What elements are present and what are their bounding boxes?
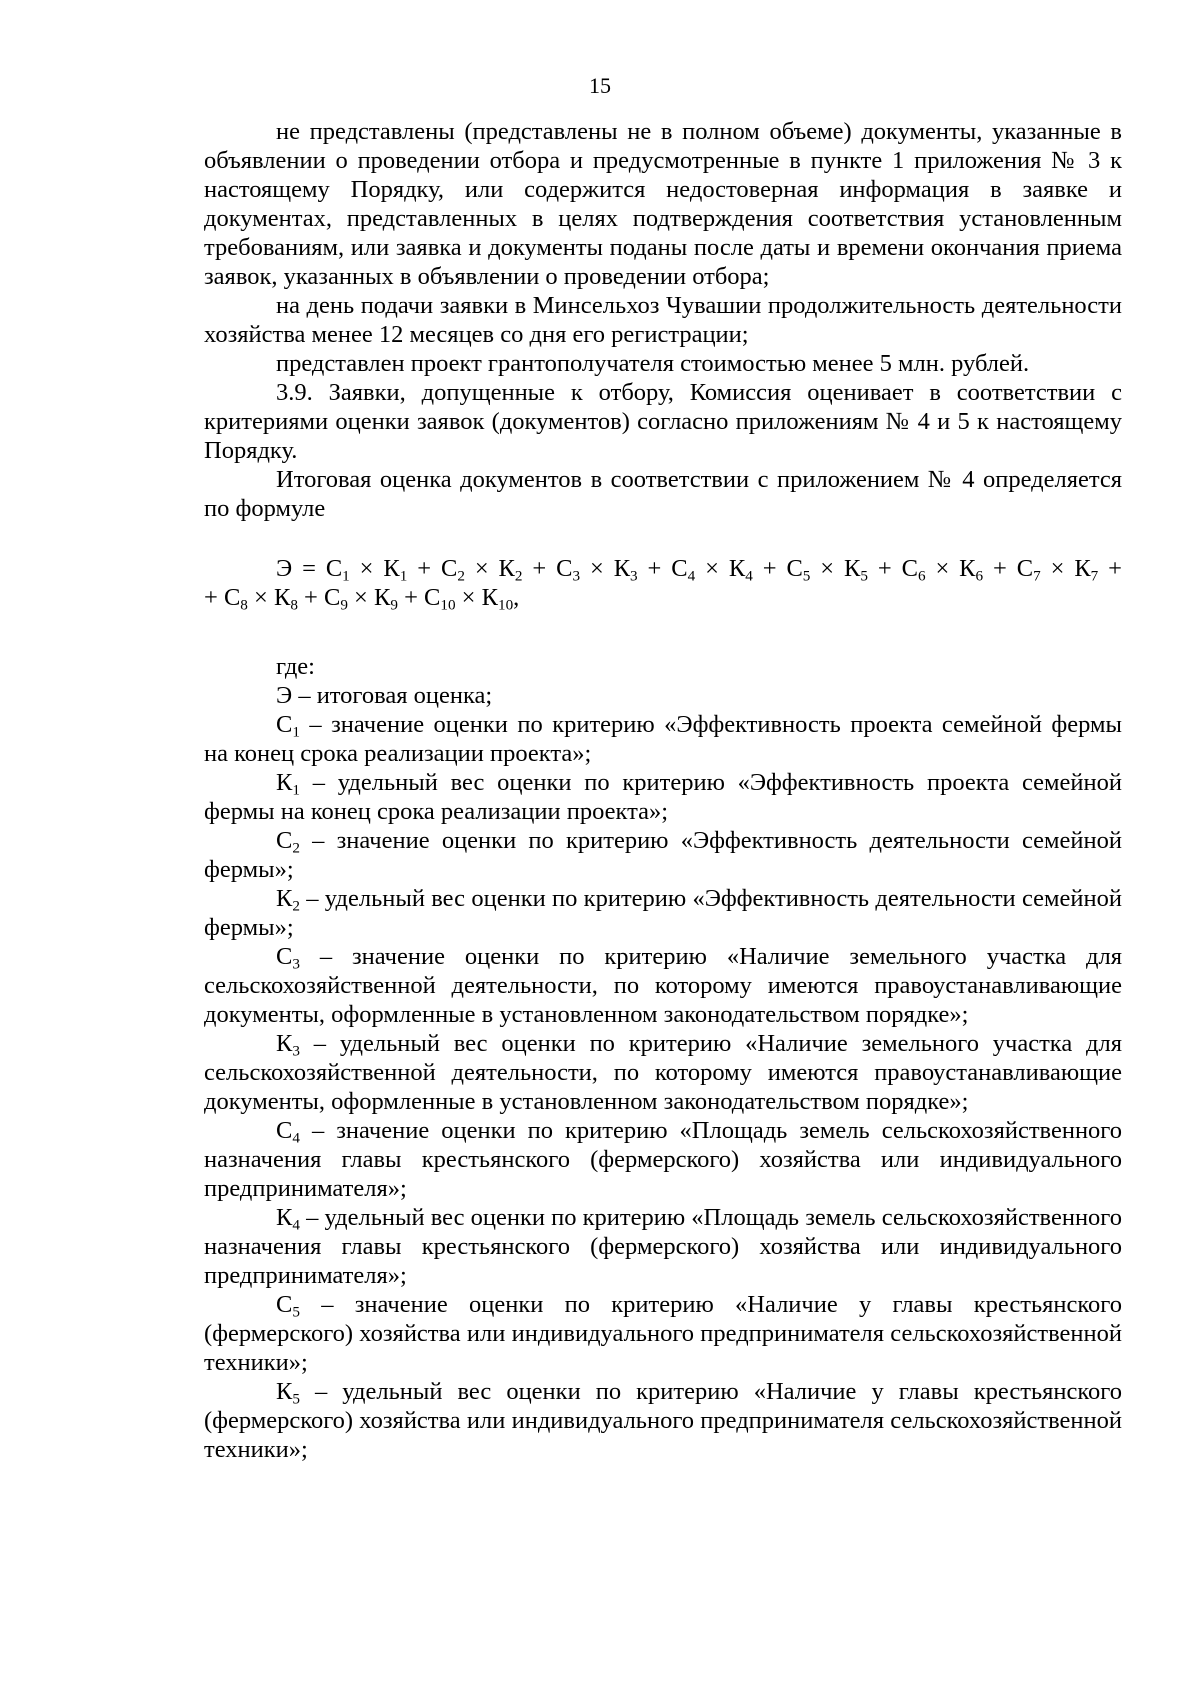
subscript-index: 1 — [342, 567, 350, 585]
definition-symbol: К — [276, 1204, 293, 1231]
subscript-index: 5 — [802, 567, 811, 585]
definition-symbol: К — [276, 885, 293, 912]
subscript-index: 4 — [745, 567, 753, 585]
formula-symbol: К — [728, 555, 746, 582]
subscript-index: 1 — [399, 567, 408, 585]
subscript-index: 5 — [292, 1390, 300, 1408]
subscript-index: 9 — [340, 596, 348, 614]
formula-operator: + — [297, 584, 324, 611]
subscript-index: 8 — [240, 596, 248, 614]
formula-symbol: С — [223, 584, 241, 611]
formula-operator: × — [810, 555, 845, 582]
formula-lhs: Э = — [276, 555, 326, 582]
document-body — [204, 117, 1122, 1464]
paragraph: не представлены (представлены не в полном объеме) документы, указанные в объявлении о проведении отбора и предусмотренные в пункте 1 приложения № 3 к настоящему Порядку, или содержится недостоверная информация в заявке и документах, представленных в целях подтверждения соответствия установленным требованиям, или заявка и документы поданы после даты и времени окончания приема заявок, указанных в объявлении о проведении отбора; — [204, 118, 1122, 290]
where-label: где: — [276, 653, 315, 680]
formula-operator: , — [513, 584, 520, 611]
formula-symbol: С — [1016, 555, 1034, 582]
formula-operator: + — [637, 555, 672, 582]
definition-symbol: С — [276, 1117, 293, 1144]
paragraph: на день подачи заявки в Минсельхоз Чувашии продолжительность деятельности хозяйства менее 12 месяцев со дня его регистрации; — [204, 292, 1122, 348]
formula-operator: + — [752, 555, 787, 582]
subscript-index: 1 — [292, 723, 300, 741]
subscript-index: 4 — [687, 567, 696, 585]
definition-symbol: С — [276, 711, 293, 738]
formula-symbol: С — [671, 555, 688, 582]
formula-symbol: С — [424, 584, 441, 611]
definition-item — [204, 884, 1122, 942]
definition-item — [204, 1290, 1122, 1377]
formula-symbol: К — [498, 555, 515, 582]
definition-text: – значение оценки по критерию «Площадь земель сельскохозяйственного назначения главы крестьянского (фермерского) хозяйства или индивидуального предпринимателя»; — [204, 1117, 1122, 1202]
definition-symbol: К — [276, 769, 293, 796]
formula-symbol: К — [844, 555, 861, 582]
formula-operator: + — [522, 555, 557, 582]
subscript-index: 5 — [860, 567, 868, 585]
definition-item — [204, 710, 1122, 768]
definition-text: – значение оценки по критерию «Эффективность деятельности семейной фермы»; — [204, 827, 1122, 883]
definition-symbol: К — [276, 1378, 293, 1405]
subscript-index: 3 — [292, 955, 300, 973]
subscript-index: 1 — [292, 781, 300, 799]
subscript-index: 3 — [572, 567, 581, 585]
definition-item — [204, 1116, 1122, 1203]
page-number: 15 — [589, 73, 611, 98]
formula-operator: × — [464, 555, 499, 582]
formula-operator: × — [580, 555, 614, 582]
definition-symbol: С — [276, 943, 293, 970]
definition-text: – удельный вес оценки по критерию «Наличие у главы крестьянского (фермерского) хозяйства или индивидуального предпринимателя сельскохозяйственной техники»; — [204, 1378, 1122, 1463]
definition-item — [204, 1203, 1122, 1290]
subscript-index: 5 — [292, 1303, 300, 1321]
definition-text: – удельный вес оценки по критерию «Площадь земель сельскохозяйственного назначения главы крестьянского (фермерского) хозяйства или индивидуального предпринимателя»; — [204, 1204, 1122, 1289]
definition-item — [204, 768, 1122, 826]
formula-symbol: С — [325, 555, 343, 582]
subscript-index: 2 — [292, 839, 300, 857]
formula-operator: × — [349, 555, 384, 582]
subscript-index: 4 — [292, 1216, 300, 1234]
subscript-index: 7 — [1033, 567, 1041, 585]
subscript-index: 6 — [917, 567, 926, 585]
definitions-list — [204, 681, 1122, 1464]
formula-operator: × — [925, 555, 960, 582]
definition-text: – значение оценки по критерию «Наличие земельного участка для сельскохозяйственной деятельности, по которому имеются правоустанавливающие документы, оформленные в установленном законодательством порядке»; — [204, 943, 1122, 1028]
definition-symbol: С — [276, 827, 293, 854]
formula-operator: + — [204, 584, 224, 611]
formula-operator: × — [1040, 555, 1075, 582]
definition-item — [204, 826, 1122, 884]
subscript-index: 2 — [457, 567, 465, 585]
formula-symbol: К — [1074, 555, 1091, 582]
subscript-index: 6 — [975, 567, 984, 585]
formula-symbol: К — [613, 555, 631, 582]
formula-symbol: С — [786, 555, 803, 582]
definition-text: – удельный вес оценки по критерию «Эффективность деятельности семейной фермы»; — [204, 885, 1122, 941]
definition-symbol: К — [276, 1030, 293, 1057]
formula-operator: × — [247, 584, 274, 611]
definition-text: – значение оценки по критерию «Эффективность проекта семейной фермы на конец срока реализации проекта»; — [204, 711, 1122, 767]
formula-symbol: К — [481, 584, 498, 611]
formula — [204, 554, 1122, 612]
formula-symbol: К — [959, 555, 976, 582]
formula-symbol: С — [556, 555, 573, 582]
subscript-index: 3 — [292, 1042, 300, 1060]
formula-symbol: К — [273, 584, 291, 611]
formula-symbol: К — [383, 555, 400, 582]
paragraph: 3.9. Заявки, допущенные к отбору, Комиссия оценивает в соответствии с критериями оценки заявок (документов) согласно приложениям № 4 и 5 к настоящему Порядку. — [204, 379, 1122, 464]
definition-item — [204, 942, 1122, 1029]
subscript-index: 10 — [440, 596, 456, 614]
paragraph: представлен проект грантополучателя стоимостью менее 5 млн. рублей. — [276, 350, 1030, 377]
definition-item — [204, 1377, 1122, 1464]
subscript-index: 10 — [497, 596, 514, 614]
formula-symbol: С — [323, 584, 341, 611]
definition-item — [204, 681, 1122, 710]
definition-symbol: Э — [276, 682, 293, 709]
definition-text: – удельный вес оценки по критерию «Эффективность проекта семейной фермы на конец срока реализации проекта»; — [204, 769, 1122, 825]
definition-symbol: С — [276, 1291, 293, 1318]
formula-operator: + — [397, 584, 425, 611]
formula-operator: × — [455, 584, 482, 611]
formula-operator: + — [983, 555, 1017, 582]
formula-line — [204, 583, 1122, 612]
formula-line — [204, 554, 1122, 583]
subscript-index: 2 — [292, 897, 300, 915]
formula-operator: + — [407, 555, 441, 582]
subscript-index: 7 — [1090, 567, 1099, 585]
formula-operator: + — [1098, 555, 1122, 582]
formula-symbol: С — [440, 555, 458, 582]
formula-operator: × — [347, 584, 374, 611]
subscript-index: 3 — [630, 567, 638, 585]
subscript-index: 8 — [290, 596, 298, 614]
subscript-index: 2 — [514, 567, 523, 585]
definition-text: – удельный вес оценки по критерию «Наличие земельного участка для сельскохозяйственной деятельности, по которому имеются правоустанавливающие документы, оформленные в установленном законодательством порядке»; — [204, 1030, 1122, 1115]
definition-text: – значение оценки по критерию «Наличие у главы крестьянского (фермерского) хозяйства или индивидуального предпринимателя сельскохозяйственной техники»; — [204, 1291, 1122, 1376]
formula-symbol: К — [374, 584, 391, 611]
formula-operator: × — [695, 555, 729, 582]
paragraph: Итоговая оценка документов в соответствии с приложением № 4 определяется по формуле — [204, 466, 1122, 522]
subscript-index: 9 — [390, 596, 398, 614]
definition-item — [204, 1029, 1122, 1116]
formula-operator: + — [867, 555, 902, 582]
formula-symbol: С — [901, 555, 918, 582]
definition-text: – итоговая оценка; — [292, 682, 493, 709]
subscript-index: 4 — [292, 1129, 300, 1147]
